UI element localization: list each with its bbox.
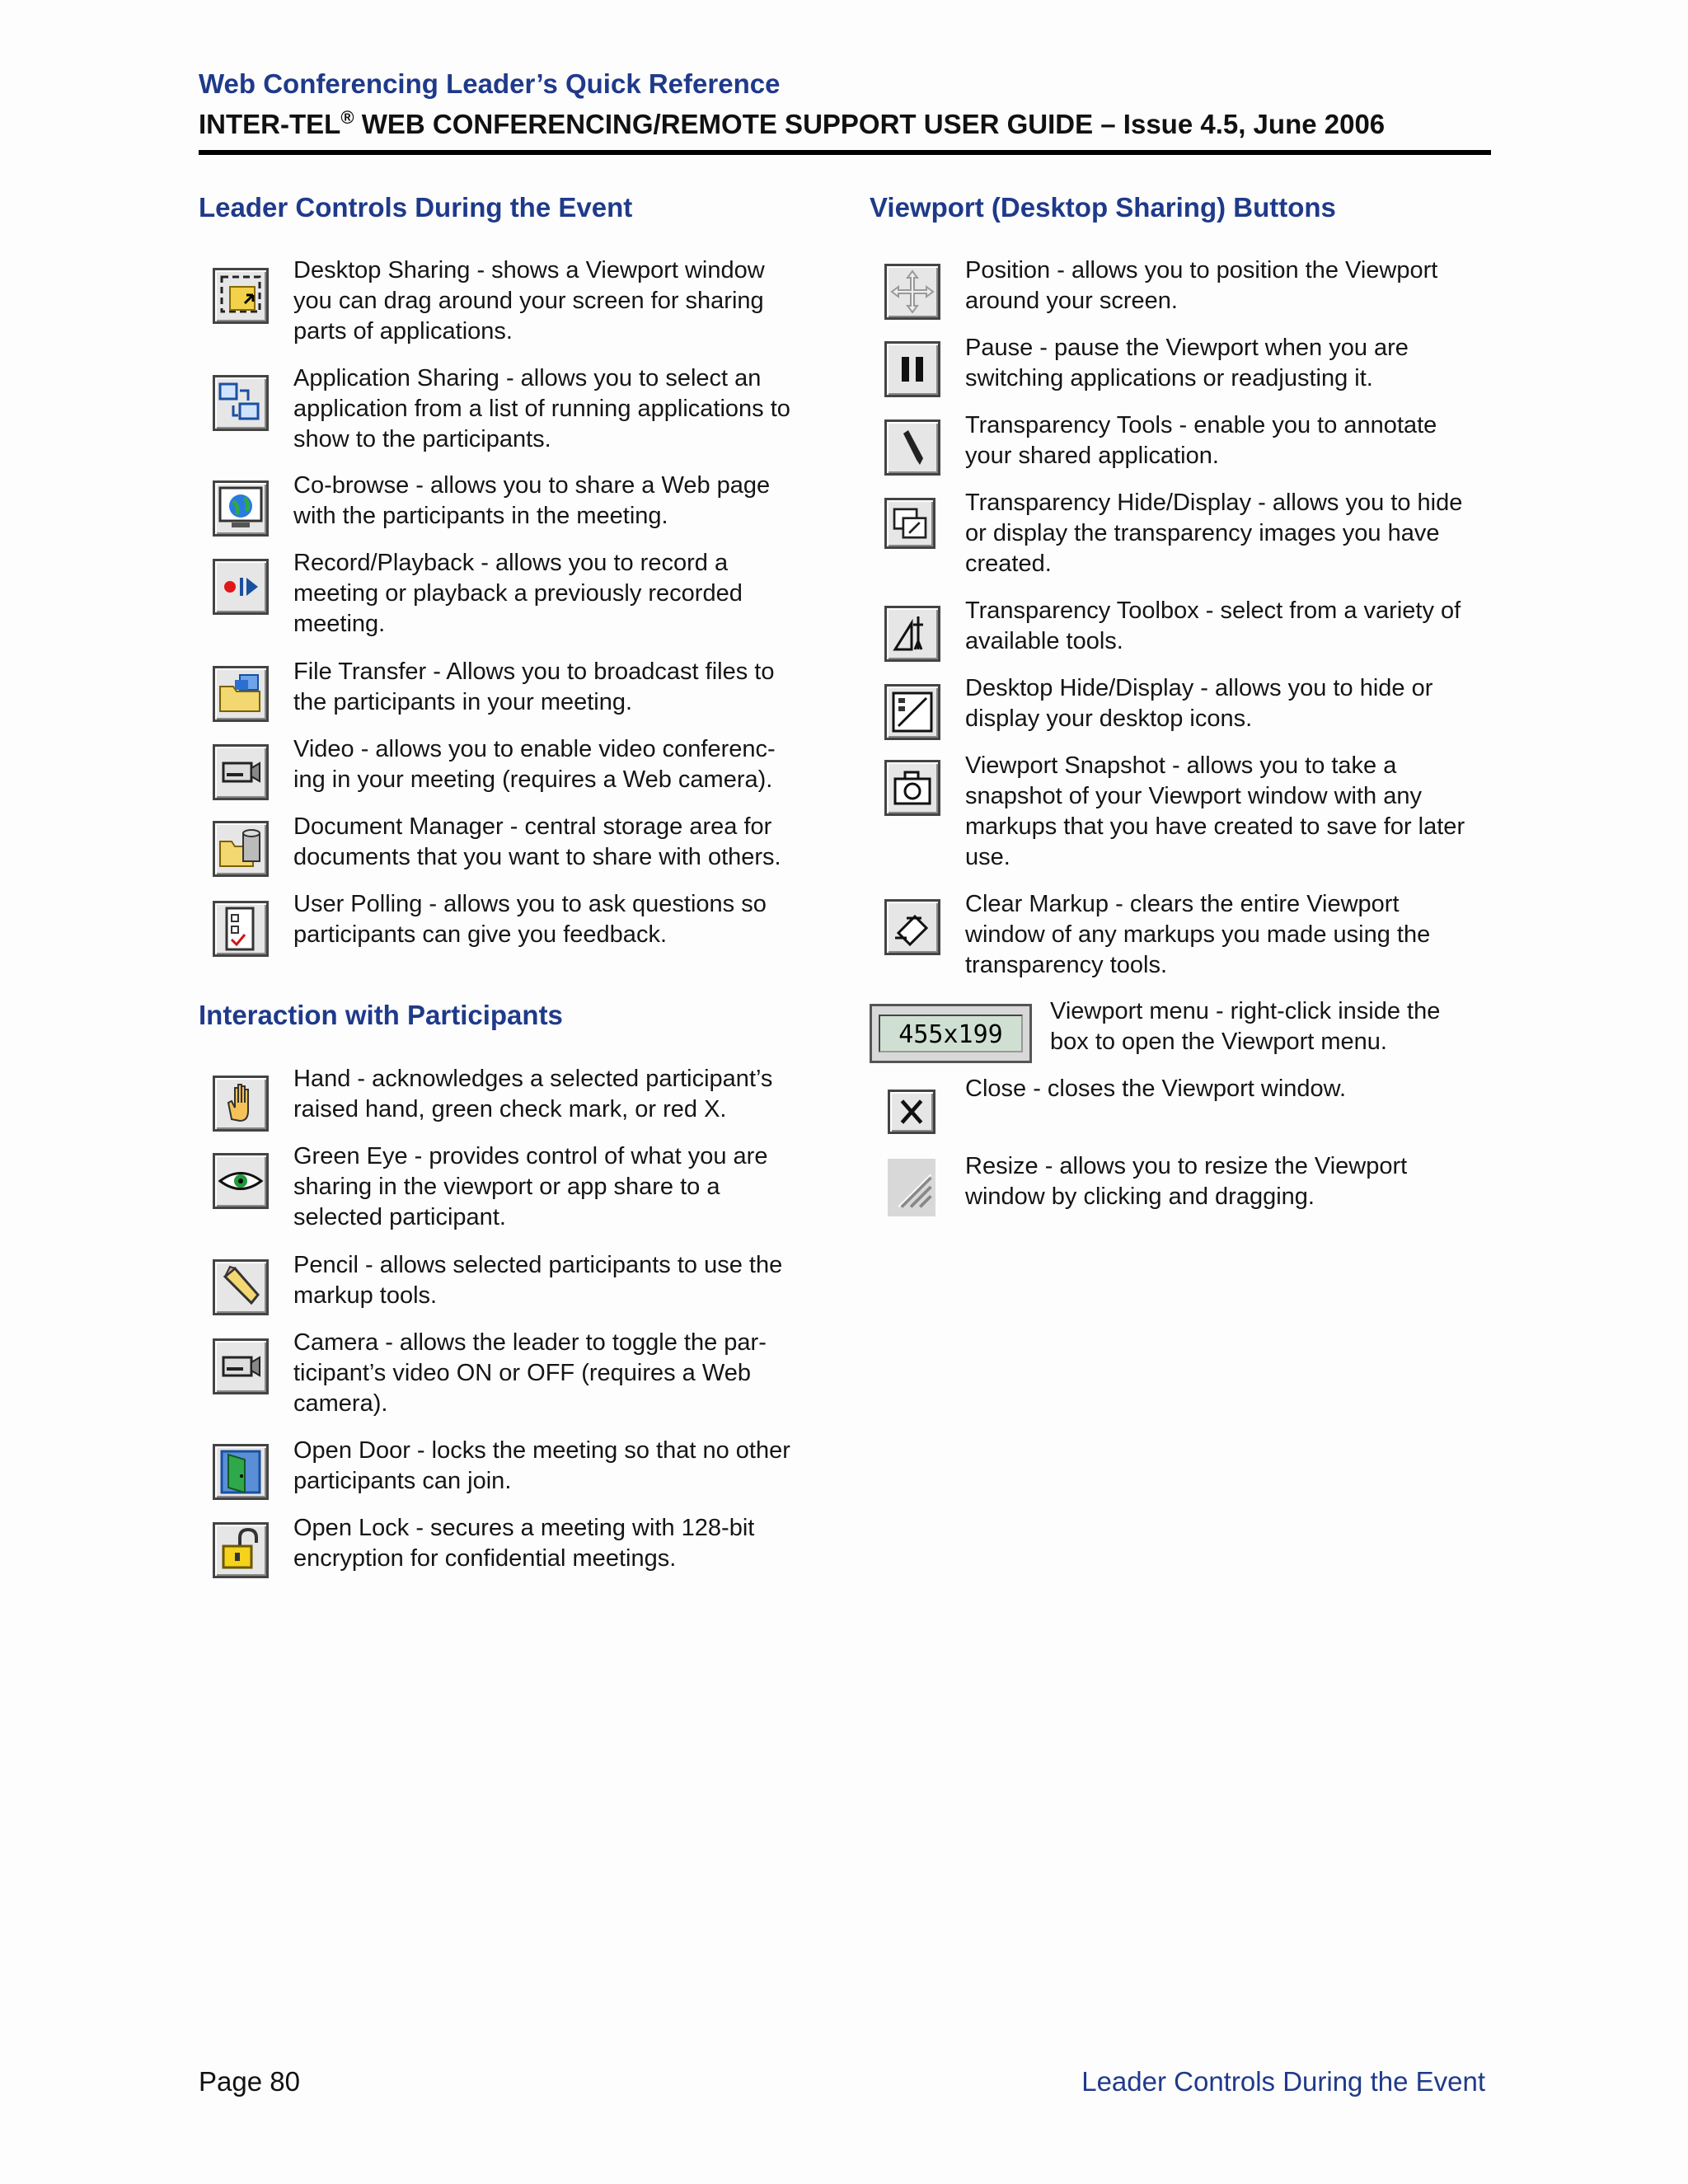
section-title-interaction: Interaction with Participants (199, 1000, 563, 1030)
page-header (199, 66, 1491, 155)
document-manager-icon (213, 821, 269, 877)
open-door-icon (213, 1444, 269, 1500)
user-polling-icon (213, 901, 269, 957)
pause-icon[interactable] (884, 341, 940, 397)
file-transfer-icon (213, 666, 269, 722)
transparency-tools-icon[interactable] (884, 419, 940, 476)
file-transfer-description: File Transfer - Allows you to broadcast files to the participants in your meeting. (293, 658, 775, 715)
transparency-toolbox-icon[interactable] (884, 606, 940, 662)
co-browse-description: Co-browse - allows you to share a Web page with the participants in the meeting. (293, 472, 771, 529)
page-number: Page 80 (199, 2066, 300, 2097)
record-playback-icon (213, 559, 269, 615)
viewport-snapshot-description: Viewport Snapshot - allows you to take a snapshot of your Viewport window with any markups that you have created to save for later use. (965, 752, 1465, 870)
open-door-description: Open Door - locks the meeting so that no other participants can join. (293, 1437, 790, 1494)
user-polling-description: User Polling - allows you to ask questions so participants can give you feedback. (293, 891, 767, 948)
green-eye-icon (213, 1153, 269, 1209)
hand-description: Hand - acknowledges a selected participant’s raised hand, green check mark, or red X. (293, 1066, 773, 1122)
viewport-snapshot-icon[interactable] (884, 760, 940, 816)
header-rule (199, 150, 1491, 155)
registered-mark: ® (340, 107, 354, 128)
hand-icon (213, 1076, 269, 1132)
pencil-description: Pencil - allows selected participants to use the markup tools. (293, 1252, 783, 1309)
record-playback-description: Record/Playback - allows you to record a meeting or playback a previously recorded meeting. (293, 550, 743, 637)
desktop-hide-display-description: Desktop Hide/Display - allows you to hide or display your desktop icons. (965, 675, 1433, 732)
clear-markup-icon[interactable] (884, 899, 940, 955)
guide-subtitle: WEB CONFERENCING/REMOTE SUPPORT USER GUIDE – Issue 4.5, June 2006 (354, 109, 1386, 139)
section-title-leader-controls: Leader Controls During the Event (199, 192, 633, 223)
brand-name: INTER-TEL (199, 109, 341, 139)
resize-description: Resize - allows you to resize the Viewport window by clicking and dragging. (965, 1153, 1408, 1210)
document-manager-description: Document Manager - central storage area for documents that you want to share with others. (293, 813, 781, 870)
application-sharing-description: Application Sharing - allows you to select an application from a list of running applications to show to the participants. (293, 365, 790, 452)
position-description: Position - allows you to position the Viewport around your screen. (965, 257, 1438, 314)
close-icon[interactable] (888, 1090, 935, 1134)
close-description: Close - closes the Viewport window. (965, 1076, 1347, 1102)
guide-title (199, 105, 1491, 143)
camera-icon (213, 1338, 269, 1394)
open-lock-description: Open Lock - secures a meeting with 128-bit encryption for confidential meetings. (293, 1515, 755, 1572)
desktop-sharing-description: Desktop Sharing - shows a Viewport window you can drag around your screen for sharing parts of applications. (293, 257, 765, 344)
video-description: Video - allows you to enable video conferenc-ing in your meeting (requires a Web camera). (293, 736, 776, 793)
camera-description: Camera - allows the leader to toggle the par-ticipant’s video ON or OFF (requires a Web camera). (293, 1329, 767, 1417)
desktop-hide-display-icon[interactable] (884, 684, 940, 740)
clear-markup-description: Clear Markup - clears the entire Viewport window of any markups you made using the transparency tools. (965, 891, 1431, 978)
transparency-hide-display-icon[interactable] (884, 498, 935, 549)
footer-section-label: Leader Controls During the Event (1081, 2066, 1485, 2097)
co-browse-icon (213, 480, 269, 537)
video-icon (213, 744, 269, 800)
desktop-sharing-icon (213, 268, 269, 324)
resize-icon[interactable] (888, 1159, 935, 1216)
viewport-size-readout: 455x199 (879, 1015, 1023, 1052)
viewport-menu-box[interactable] (870, 1004, 1032, 1063)
section-title-viewport-buttons: Viewport (Desktop Sharing) Buttons (870, 192, 1336, 223)
green-eye-description: Green Eye - provides control of what you are sharing in the viewport or app share to a selected participant. (293, 1143, 768, 1230)
viewport-menu-description: Viewport menu - right-click inside the box to open the Viewport menu. (1050, 998, 1441, 1055)
application-sharing-icon (213, 375, 269, 431)
quick-reference-title: Web Conferencing Leader’s Quick Reference (199, 68, 781, 99)
pencil-icon (213, 1259, 269, 1315)
pause-description: Pause - pause the Viewport when you are switching applications or readjusting it. (965, 335, 1409, 391)
transparency-tools-description: Transparency Tools - enable you to annotate your shared application. (965, 412, 1437, 469)
transparency-toolbox-description: Transparency Toolbox - select from a variety of available tools. (965, 598, 1461, 654)
position-icon[interactable] (884, 264, 940, 320)
open-lock-icon (213, 1522, 269, 1578)
transparency-hide-display-description: Transparency Hide/Display - allows you to hide or display the transparency images you have created. (965, 490, 1463, 577)
